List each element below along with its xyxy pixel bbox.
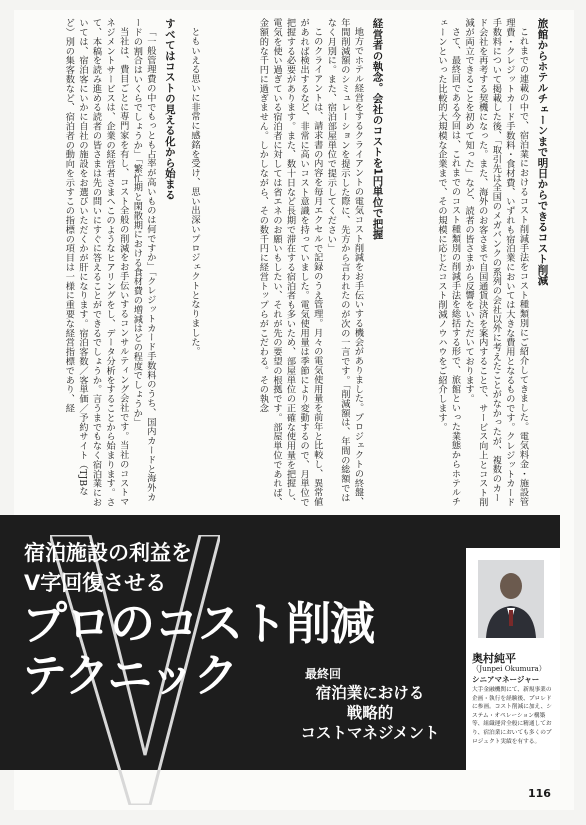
author-romaji: （Junpei Okumura） bbox=[472, 664, 546, 673]
final-episode-label: 最終回 bbox=[305, 667, 342, 681]
author-photo-icon bbox=[478, 560, 544, 638]
feature-title-line2: テクニック bbox=[22, 649, 238, 702]
feature-subtitle-line3: コストマネジメント bbox=[300, 723, 440, 742]
feature-title-line1: プロのコスト削減 bbox=[22, 597, 375, 650]
page-number: 116 bbox=[528, 787, 551, 800]
section2-paragraph: 地方でホテル経営をするクライアントの電気コスト削減をお手伝いする機会がありました。プロジェクトの終盤、年間削減額のシミュレーションを提示した際に、先方から言われたのが次の一言です。「削減額は、年間の総額ではなく月別に。また、宿泊部屋単位で提示してください」 bbox=[325, 18, 364, 507]
feature-lead bbox=[24, 538, 192, 598]
section3-paragraph: ともいえる思いに非常に感銘を受け、思い出深いプロジェクトとなりました。 bbox=[189, 27, 200, 357]
feature-lead-line1: 宿泊施設の利益を bbox=[24, 541, 192, 565]
author-role: シニアマネージャー bbox=[472, 675, 540, 684]
feature-subtitle-line2: 戦略的 bbox=[346, 703, 394, 722]
feature-subtitle bbox=[275, 683, 465, 743]
column-section1 bbox=[400, 18, 560, 508]
section1-paragraph: これまでの連載の中で、宿泊業におけるコスト削減手法をコスト種類別にご紹介してきました。電気料金・施設管理費・クレジットカード手数料・食材費、いずれも宿泊業においては大きな費用となるものです。クレジットカード手数料について掲載した後、「取引先は全国のメガバンクの系列の会社以外に考えたことがなかったが、複数のカード会社を再考する契機になった。また、海外のお客さまで自国通貨決済を案内することで、サービス向上とコスト削減が両立できることを初めて知った」など、読者の皆さまから反響をいただいております。 bbox=[463, 18, 529, 507]
author-name: 奥村純平 bbox=[472, 652, 516, 665]
section3-heading: すべてはコストの見える化から始まる bbox=[163, 18, 176, 200]
section3-paragraph-3: 当社は、費目ごとに専門家を有し、コスト全般の削減をお手伝いするコンサルティング会社です。当社のコストマネジメントサービスは、企業の経営者さまへこのようなヒアリングをし、データ分析をすることから始まります。さて、本稿を読み進める読者の皆さまは先の問いにすぐに答えることができるでしょうか。言うまでもなく宿泊業においては、宿泊客にいかに自社の施設をお選びいただくかが肝になります。宿泊客数／客単価／予約サイト（TJBなど）別の集客数など、宿泊者の動向を示すこの指標の項目は一様に重要な経営指標であり、経 bbox=[63, 18, 129, 507]
column-section3 bbox=[16, 18, 201, 508]
column-section2 bbox=[205, 18, 395, 508]
section3-paragraph-2: 「一般管理費の中でもっとも占率が高いものは何ですか」「クレジットカード手数料のうち、国内カードと海外カードの割合はいくらでしょうか」「繁忙期と閑散期における食材費の増減はどの程度でしょうか」 bbox=[131, 18, 156, 502]
feature-subtitle-line1: 宿泊業における bbox=[315, 683, 425, 702]
section2-heading: 経営者の執念。会社のコストを1円単位で把握 bbox=[371, 18, 384, 240]
section1-paragraph-2: さて、最終回である今回は、これまでのコスト種類別の削減手法を総括する形で、旅館といった業態からホテルチェーンといった比較的大規模な企業まで、その規模に応じたコスト削減ノウハウをご紹介します。 bbox=[435, 18, 461, 507]
section2-paragraph-2: このクライアントは、請求書の内容を毎月エクセルで記録のうえ管理。月々の電気使用量を前年と比較し、異常値があれば検出するなど、非常に高いコスト意識を持っていました。電気使用量は季節により変動するので、月単位で把握する必要があります。また、数十日など長期で滞在する宿泊者も多いため、部屋単位の正確な使用量を把握し、電気を使い過ぎている宿泊者に対しては省エネのお願いもしたい、それが先の要望の根拠です。部屋単位であれば、金額的な千円に過ぎません。しかしながら、その数千円に経営トップらがこだわる。その執念 bbox=[257, 18, 323, 507]
section1-heading: 旅館からホテルチェーンまで明日からできるコスト削減 bbox=[536, 18, 549, 286]
feature-lead-line2: V字回復させる bbox=[24, 571, 167, 595]
author-bio: 大手金融機関にて、新規事業の企画・執行を経験後、プロレドに参画。コスト削減に加え、システム・オペレーション構築等、組織運営全般に精通しており、宿泊業においても多くのプロジェクト実績を有する。 bbox=[472, 687, 552, 745]
